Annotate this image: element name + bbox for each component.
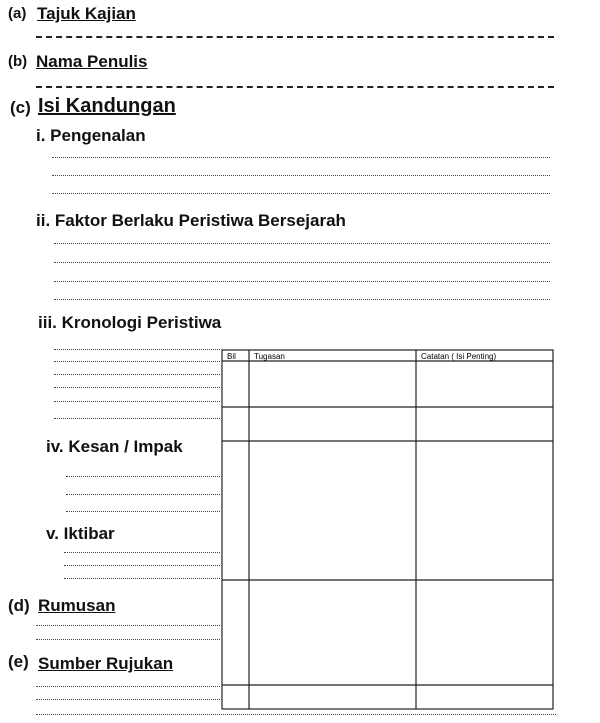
subsection-iii-title: iii. Kronologi Peristiwa [38, 313, 222, 332]
table-header-catatan: Catatan ( Isi Penting) [421, 352, 497, 361]
subsection-iv-title: iv. Kesan / Impak [46, 437, 183, 456]
table-header-tugasan: Tugasan [254, 352, 285, 361]
section-d-title: Rumusan [38, 596, 116, 615]
subsection-i-title: i. Pengenalan [36, 126, 146, 145]
section-d-marker: (d) [8, 596, 30, 615]
section-c-marker: (c) [10, 98, 31, 117]
table-border [222, 350, 553, 709]
section-c-title: Isi Kandungan [38, 95, 176, 117]
table-header-bil: Bil [227, 352, 236, 361]
section-b-marker: (b) [8, 53, 28, 70]
section-a-marker: (a) [8, 5, 27, 22]
section-a-title: Tajuk Kajian [37, 4, 136, 23]
section-e-title: Sumber Rujukan [38, 654, 174, 673]
section-b-title: Nama Penulis [36, 52, 148, 71]
subsection-v-title: v. Iktibar [46, 524, 115, 543]
subsection-ii-title: ii. Faktor Berlaku Peristiwa Bersejarah [36, 211, 346, 230]
section-e-marker: (e) [8, 652, 29, 671]
